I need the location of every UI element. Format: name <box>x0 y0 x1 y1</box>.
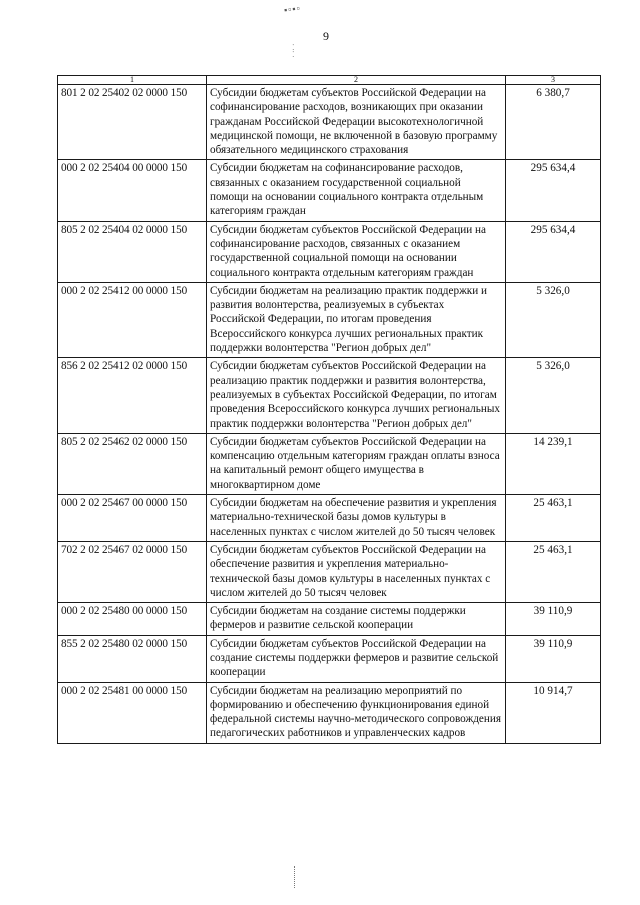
header-col-2: 2 <box>207 76 506 85</box>
row-code: 000 2 02 25412 00 0000 150 <box>58 282 207 357</box>
table-row <box>58 85 601 160</box>
row-code: 000 2 02 25480 00 0000 150 <box>58 603 207 636</box>
row-code: 000 2 02 25467 00 0000 150 <box>58 495 207 542</box>
row-amount: 5 326,0 <box>506 282 601 357</box>
header-col-1: 1 <box>58 76 207 85</box>
row-code: 000 2 02 25481 00 0000 150 <box>58 682 207 743</box>
scan-dots: ⁚ ⁚ <box>292 43 295 59</box>
header-row <box>58 76 601 85</box>
row-code: 801 2 02 25402 02 0000 150 <box>58 85 207 160</box>
table-row <box>58 603 601 636</box>
table-row <box>58 682 601 743</box>
row-amount: 295 634,4 <box>506 160 601 221</box>
row-code: 000 2 02 25404 00 0000 150 <box>58 160 207 221</box>
header-col-3: 3 <box>506 76 601 85</box>
row-name: Субсидии бюджетам на реализацию мероприятий по формированию и обеспечению функционирования единой федеральной системы научно-методического сопровождения педагогических работников и управленческих кадров <box>207 682 506 743</box>
table-row <box>58 221 601 282</box>
row-name: Субсидии бюджетам на создание системы поддержки фермеров и развитие сельской кооперации <box>207 603 506 636</box>
row-name: Субсидии бюджетам на софинансирование расходов, связанных с оказанием государственной социальной помощи на основании социального контракта отдельным категориям граждан <box>207 160 506 221</box>
row-name: Субсидии бюджетам субъектов Российской Федерации на софинансирование расходов, связанных с оказанием государственной социальной помощи на основании социального контракта отдельным категориям граждан <box>207 221 506 282</box>
table-row <box>58 160 601 221</box>
row-code: 805 2 02 25404 02 0000 150 <box>58 221 207 282</box>
row-code: 855 2 02 25480 02 0000 150 <box>58 635 207 682</box>
table-row <box>58 495 601 542</box>
row-amount: 14 239,1 <box>506 433 601 494</box>
row-name: Субсидии бюджетам субъектов Российской Федерации на создание системы поддержки фермеров и развитие сельской кооперации <box>207 635 506 682</box>
budget-table <box>57 75 601 744</box>
row-name: Субсидии бюджетам субъектов Российской Федерации на обеспечение развития и укрепления материально-технической базы домов культуры в населенных пунктах с числом жителей до 50 тысяч человек <box>207 541 506 602</box>
scan-artifact-line <box>294 866 296 888</box>
table-row <box>58 282 601 357</box>
row-name: Субсидии бюджетам субъектов Российской Федерации на реализацию практик поддержки и развития волонтерства, реализуемых в субъектах Российской Федерации, по итогам проведения Всероссийского конкурса лучших региональных практик поддержки волонтерства "Регион добрых дел" <box>207 358 506 433</box>
row-code: 702 2 02 25467 02 0000 150 <box>58 541 207 602</box>
row-amount: 25 463,1 <box>506 541 601 602</box>
page-number: 9 <box>323 29 329 43</box>
row-name: Субсидии бюджетам на обеспечение развития и укрепления материально-технической базы домов культуры в населенных пунктах с числом жителей до 50 тысяч человек <box>207 495 506 542</box>
table-row <box>58 635 601 682</box>
table-row <box>58 358 601 433</box>
row-amount: 295 634,4 <box>506 221 601 282</box>
row-code: 856 2 02 25412 02 0000 150 <box>58 358 207 433</box>
table-row <box>58 433 601 494</box>
row-amount: 5 326,0 <box>506 358 601 433</box>
table-row <box>58 541 601 602</box>
scan-mark: ▪▫▪▫ <box>283 2 302 16</box>
row-amount: 25 463,1 <box>506 495 601 542</box>
row-name: Субсидии бюджетам субъектов Российской Федерации на компенсацию отдельным категориям граждан оплаты взноса на капитальный ремонт общего имущества в многоквартирном доме <box>207 433 506 494</box>
row-name: Субсидии бюджетам на реализацию практик поддержки и развития волонтерства, реализуемых в субъектах Российской Федерации, по итогам проведения Всероссийского конкурса лучших региональных практик поддержки волонтерства "Регион добрых дел" <box>207 282 506 357</box>
row-amount: 39 110,9 <box>506 635 601 682</box>
row-name: Субсидии бюджетам субъектов Российской Федерации на софинансирование расходов, возникающих при оказании гражданам Российской Федерации высокотехнологичной медицинской помощи, не включенной в базовую программу обязательного медицинского страхования <box>207 85 506 160</box>
row-code: 805 2 02 25462 02 0000 150 <box>58 433 207 494</box>
row-amount: 6 380,7 <box>506 85 601 160</box>
row-amount: 39 110,9 <box>506 603 601 636</box>
row-amount: 10 914,7 <box>506 682 601 743</box>
